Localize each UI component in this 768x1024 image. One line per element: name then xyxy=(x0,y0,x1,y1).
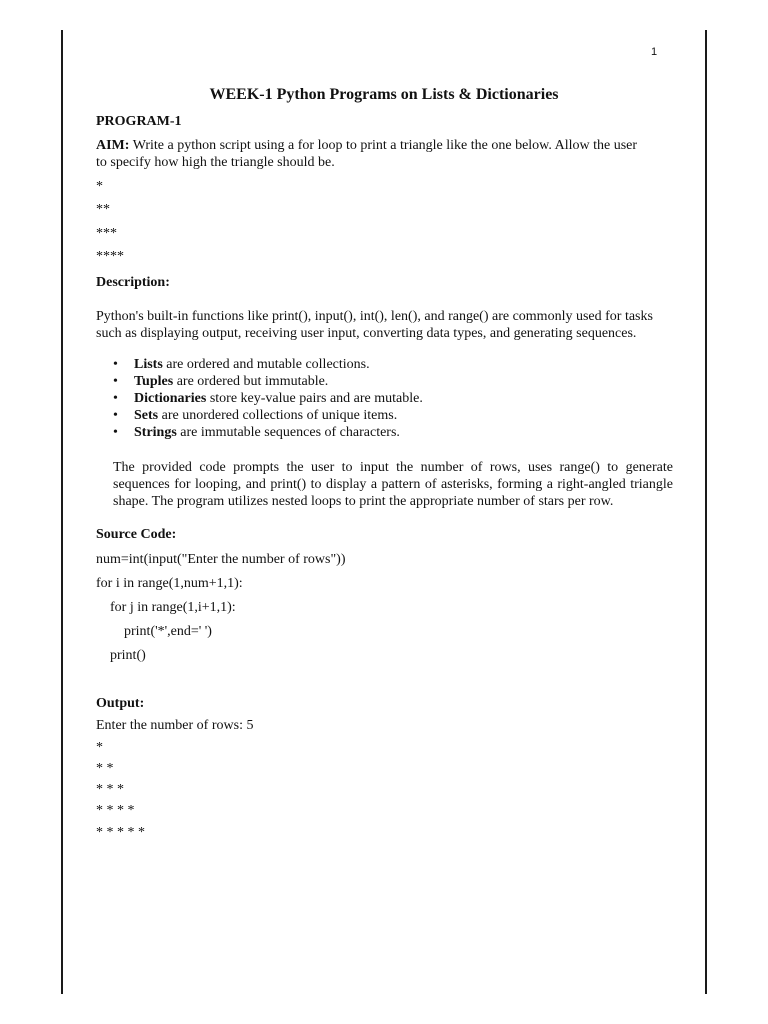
triangle-example-line: ** xyxy=(96,202,110,217)
bullet-term: Tuples xyxy=(134,374,174,389)
code-line: num=int(input("Enter the number of rows")) xyxy=(96,552,346,567)
bullet-icon: • xyxy=(113,374,118,389)
bullet-text: store key-value pairs and are mutable. xyxy=(206,391,423,406)
page-number: 1 xyxy=(651,46,658,58)
page-border-left xyxy=(61,30,63,994)
output-line: * * * * xyxy=(96,803,135,818)
description-line: Python's built-in functions like print(), input(), int(), len(), and range() are commonly used for tasks xyxy=(96,309,653,324)
triangle-example-line: **** xyxy=(96,249,124,264)
code-line: for j in range(1,i+1,1): xyxy=(110,600,236,615)
output-line: * xyxy=(96,740,103,755)
bullet-icon: • xyxy=(113,425,118,440)
description-line: such as displaying output, receiving user input, converting data types, and generating sequences. xyxy=(96,326,637,341)
bullet-term: Dictionaries xyxy=(134,391,207,406)
bullet-term: Strings xyxy=(134,425,177,440)
code-line: print('*',end=' ') xyxy=(124,624,212,639)
output-heading: Output: xyxy=(96,696,145,711)
aim-line-1 xyxy=(96,137,637,154)
output-line: * * * xyxy=(96,782,124,797)
list-item xyxy=(96,390,423,407)
bullet-text: are unordered collections of unique items. xyxy=(158,408,398,423)
bullet-text: are ordered but immutable. xyxy=(173,374,329,389)
bullet-term: Sets xyxy=(134,408,159,423)
program-heading: PROGRAM-1 xyxy=(96,114,182,129)
code-line: for i in range(1,num+1,1): xyxy=(96,576,243,591)
output-line: * * * * * xyxy=(96,825,145,840)
output-prompt: Enter the number of rows: 5 xyxy=(96,718,254,733)
list-item xyxy=(96,407,423,424)
bullet-list xyxy=(96,356,423,441)
source-code-heading: Source Code: xyxy=(96,527,177,542)
explanation-paragraph: The provided code prompts the user to input the number of rows, uses range() to generate sequences for looping, and print() to display a pattern of asterisks, forming a right-angled triangle shape. The program utilizes nested loops to print the appropriate number of stars per row. xyxy=(113,460,673,509)
aim-text-1: Write a python script using a for loop to print a triangle like the one below. Allow the user xyxy=(132,138,638,153)
bullet-icon: • xyxy=(113,391,118,406)
output-line: * * xyxy=(96,761,114,776)
bullet-icon: • xyxy=(113,408,118,423)
triangle-example-line: *** xyxy=(96,226,117,241)
page-title: WEEK-1 Python Programs on Lists & Dictionaries xyxy=(209,86,559,103)
page-border-right xyxy=(705,30,707,994)
list-item xyxy=(96,373,423,390)
code-line: print() xyxy=(110,648,146,663)
triangle-example-line: * xyxy=(96,179,103,194)
aim-line-2: to specify how high the triangle should be. xyxy=(96,155,335,170)
bullet-text: are ordered and mutable collections. xyxy=(162,357,370,372)
list-item xyxy=(96,356,423,373)
list-item xyxy=(96,424,423,441)
bullet-term: Lists xyxy=(134,357,163,372)
bullet-icon: • xyxy=(113,357,118,372)
bullet-text: are immutable sequences of characters. xyxy=(176,425,400,440)
aim-label: AIM: xyxy=(96,138,130,153)
description-heading: Description: xyxy=(96,275,170,290)
